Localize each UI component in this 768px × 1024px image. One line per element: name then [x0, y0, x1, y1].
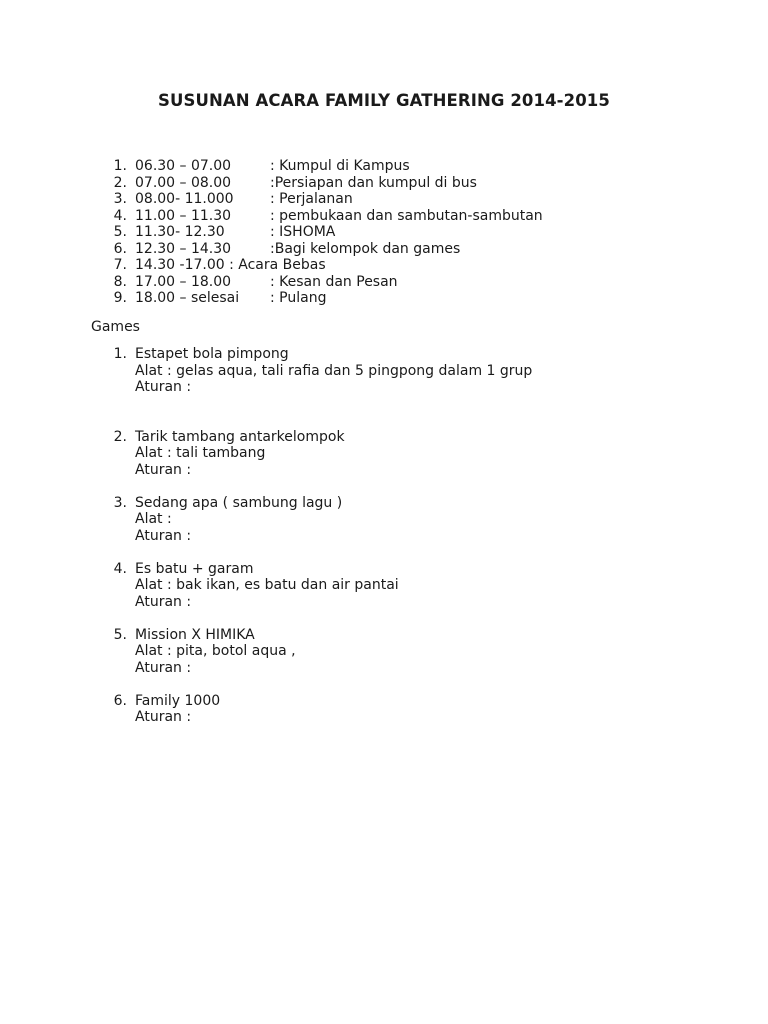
game-rules: Aturan : — [135, 527, 192, 544]
item-number: 2. — [113, 174, 127, 191]
schedule-item — [0, 241, 768, 258]
item-activity: : Kesan dan Pesan — [270, 273, 398, 290]
game-rules: Aturan : — [135, 659, 192, 676]
schedule-item — [0, 175, 768, 192]
item-number: 5. — [113, 224, 127, 240]
item-time: 18.00 – selesai — [135, 290, 240, 306]
game-name: Estapet bola pimpong — [135, 346, 289, 362]
game-equipment: Alat : tali tambang — [135, 445, 266, 461]
game-equipment: Alat : — [135, 511, 172, 527]
game-number: 2. — [113, 428, 127, 445]
schedule-item — [0, 224, 768, 241]
game-item — [0, 346, 768, 396]
game-name: Es batu + garam — [135, 560, 254, 577]
game-number: 3. — [113, 494, 127, 511]
item-number: 3. — [113, 191, 127, 207]
item-time: 07.00 – 08.00 — [135, 174, 232, 191]
page-title: SUSUNAN ACARA FAMILY GATHERING 2014-2015 — [158, 91, 610, 110]
item-number: 6. — [113, 240, 127, 257]
game-name: Mission X HIMIKA — [135, 626, 255, 643]
item-activity: : pembukaan dan sambutan-sambutan — [270, 207, 543, 224]
item-time: 08.00- 11.000 — [135, 191, 234, 207]
game-item — [0, 693, 768, 726]
item-time: 11.30- 12.30 — [135, 224, 225, 240]
game-equipment: Alat : bak ikan, es batu dan air pantai — [135, 577, 399, 593]
item-time: 06.30 – 07.00 — [135, 158, 232, 174]
item-number: 8. — [113, 273, 127, 290]
item-number: 4. — [113, 207, 127, 224]
game-name: Sedang apa ( sambung lagu ) — [135, 494, 343, 511]
game-number: 4. — [113, 560, 127, 577]
schedule-item — [0, 158, 768, 175]
item-activity: : Pulang — [270, 290, 327, 306]
schedule-list — [0, 158, 768, 307]
item-activity: : Kumpul di Kampus — [270, 158, 410, 174]
game-item — [0, 561, 768, 611]
item-time: 11.00 – 11.30 — [135, 207, 232, 224]
game-number: 6. — [113, 692, 127, 709]
item-activity: : Perjalanan — [270, 191, 353, 207]
game-number: 1. — [113, 346, 127, 362]
game-item — [0, 627, 768, 677]
schedule-item — [0, 208, 768, 225]
item-time: 12.30 – 14.30 — [135, 240, 232, 257]
game-rules: Aturan : — [135, 593, 192, 610]
schedule-item — [0, 290, 768, 307]
game-equipment: Alat : pita, botol aqua , — [135, 643, 296, 659]
item-number: 1. — [113, 158, 127, 174]
game-equipment: Alat : gelas aqua, tali rafia dan 5 pingpong dalam 1 grup — [135, 362, 533, 379]
item-activity: : ISHOMA — [270, 224, 336, 240]
item-activity: :Persiapan dan kumpul di bus — [270, 174, 477, 191]
schedule-item — [0, 191, 768, 208]
game-rules: Aturan : — [135, 461, 192, 478]
item-time: 17.00 – 18.00 — [135, 273, 232, 290]
game-rules: Aturan : — [135, 379, 192, 395]
game-name: Family 1000 — [135, 692, 221, 709]
game-rules: Aturan : — [135, 709, 192, 725]
schedule-item — [0, 274, 768, 291]
game-name: Tarik tambang antarkelompok — [135, 428, 345, 445]
game-item — [0, 495, 768, 545]
game-item — [0, 429, 768, 479]
schedule-item — [0, 257, 768, 274]
item-time: 14.30 -17.00 : Acara Bebas — [135, 257, 326, 273]
games-list — [0, 346, 768, 726]
games-heading: Games — [91, 319, 140, 335]
item-activity: :Bagi kelompok dan games — [270, 240, 461, 257]
game-number: 5. — [113, 626, 127, 643]
item-number: 9. — [113, 290, 127, 306]
item-number: 7. — [113, 257, 127, 273]
